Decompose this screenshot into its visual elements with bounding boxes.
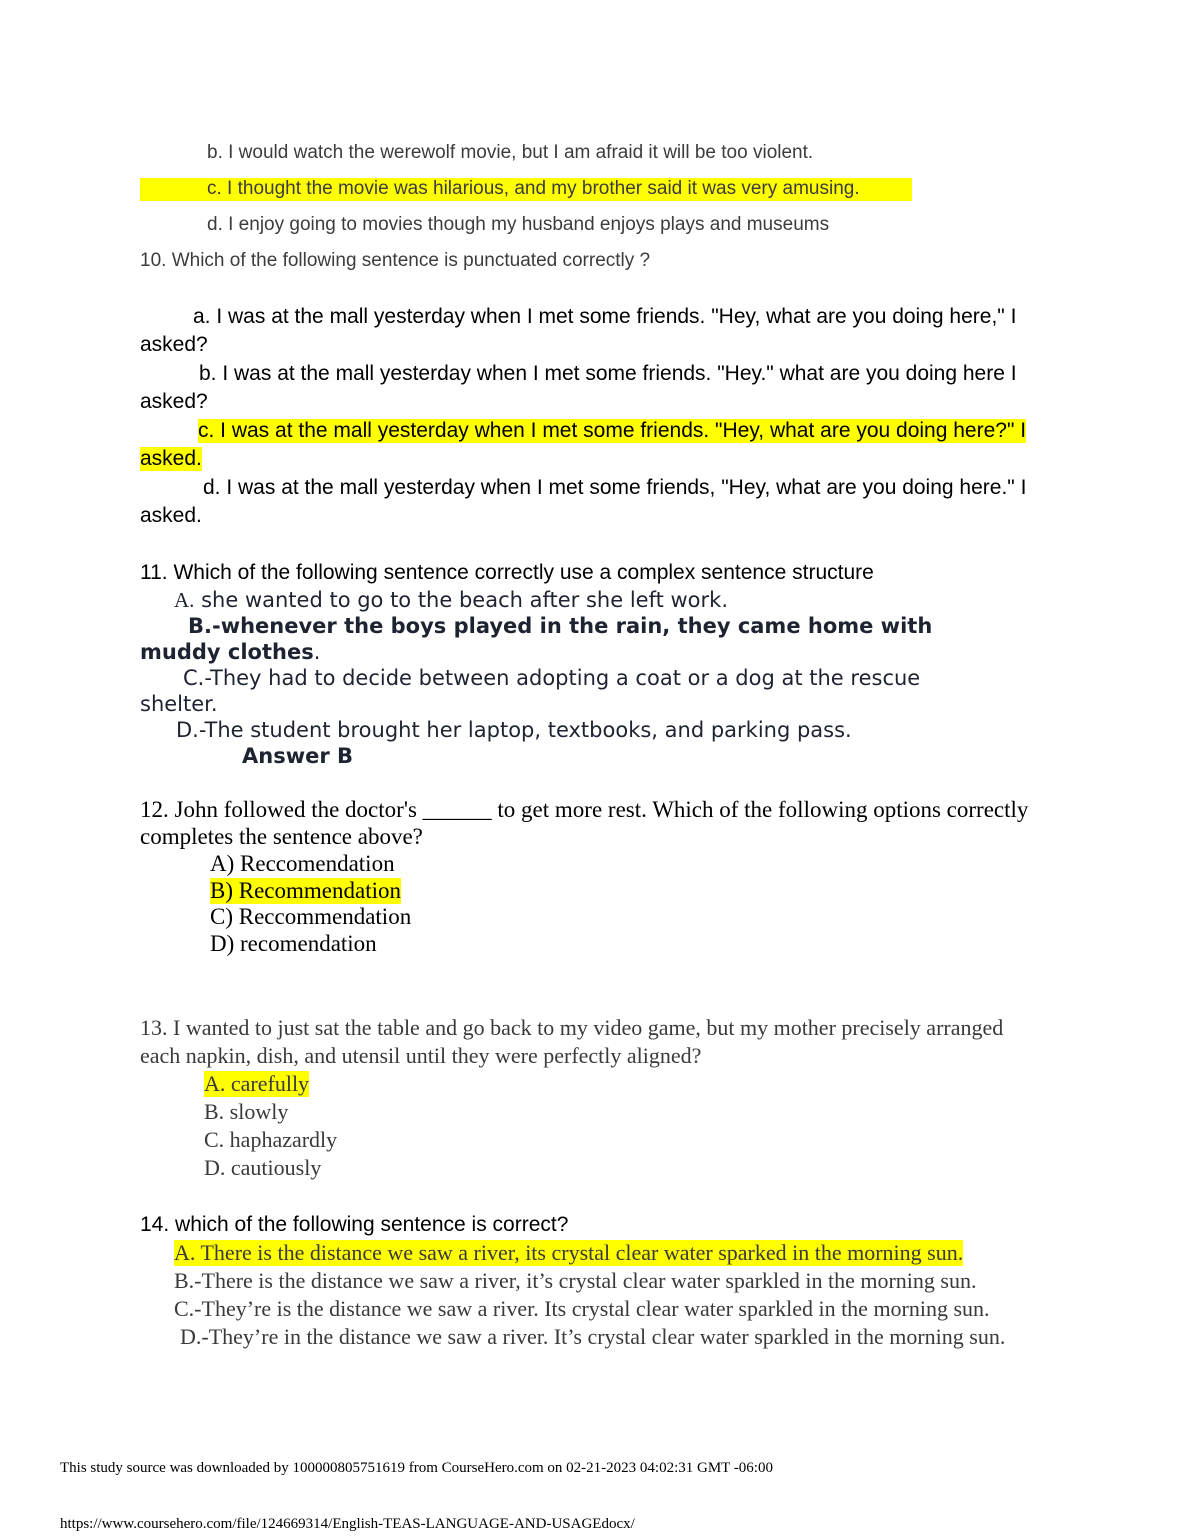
q12-option-b: B) Recommendation — [210, 878, 401, 903]
q12-question-line2: completes the sentence above? — [140, 824, 423, 849]
q11-option-b-line1 — [188, 614, 932, 638]
q13-question-line1: 13. I wanted to just sat the table and go back to my video game, but my mother precisely arranged — [140, 1015, 1004, 1040]
q11-option-b-line2 — [140, 640, 320, 664]
q10-option-c-line1: c. I was at the mall yesterday when I met some friends. "Hey, what are you doing here?" I — [198, 419, 1027, 442]
q10-question: 10. Which of the following sentence is punctuated correctly ? — [140, 250, 651, 271]
q12-option-a: A) Reccomendation — [210, 851, 395, 876]
q13-option-a: A. carefully — [204, 1071, 310, 1096]
q11-option-c-line1: C.-They had to decide between adopting a coat or a dog at the rescue — [183, 666, 921, 690]
q9-option-b: b. I would watch the werewolf movie, but I am afraid it will be too violent. — [207, 142, 814, 163]
q13-question-line2: each napkin, dish, and utensil until they were perfectly aligned? — [140, 1043, 702, 1068]
q11-question: 11. Which of the following sentence correctly use a complex sentence structure — [140, 561, 874, 584]
q10-option-d-line1: d. I was at the mall yesterday when I met some friends, "Hey, what are you doing here." I — [203, 476, 1027, 499]
q14-option-c: C.-They’re is the distance we saw a river. Its crystal clear water sparkled in the morning sun. — [174, 1296, 990, 1321]
q12-question-line1: 12. John followed the doctor's ______ to get more rest. Which of the following options correctly — [140, 797, 1029, 822]
q11-answer — [242, 744, 353, 768]
q10-option-a-line1: a. I was at the mall yesterday when I met some friends. "Hey, what are you doing here," I — [193, 305, 1017, 328]
q12-option-c: C) Reccommendation — [210, 904, 412, 929]
q14-option-b: B.-There is the distance we saw a river, it’s crystal clear water sparkled in the morning sun. — [174, 1268, 977, 1293]
q14-question: 14. which of the following sentence is correct? — [140, 1213, 569, 1236]
q11-option-a-prefix: A. — [174, 588, 195, 612]
q10-option-a-line2: asked? — [140, 333, 208, 356]
footer-source-url[interactable]: https://www.coursehero.com/file/124669314/English-TEAS-LANGUAGE-AND-USAGEdocx/ — [60, 1516, 635, 1532]
q13-option-b: B. slowly — [204, 1099, 289, 1124]
q11-option-b-line1-text: B.-whenever the boys played in the rain, they came home with — [188, 614, 933, 638]
q11-option-a — [174, 588, 728, 613]
q11-option-b-line2-text: muddy clothes — [140, 640, 314, 664]
q14-option-d: D.-They’re in the distance we saw a river. It’s crystal clear water sparkled in the morning sun. — [180, 1324, 1006, 1349]
q11-option-a-text: she wanted to go to the beach after she left work. — [194, 588, 728, 612]
q11-option-b-period: . — [313, 640, 321, 664]
q11-answer-text: Answer B — [242, 744, 354, 768]
q10-option-d-line2: asked. — [140, 504, 202, 527]
q10-option-c-line2: asked. — [140, 447, 202, 470]
q9-option-d: d. I enjoy going to movies though my husband enjoys plays and museums — [207, 214, 830, 235]
q13-option-d: D. cautiously — [204, 1155, 322, 1180]
footer-download-notice: This study source was downloaded by 100000805751619 from CourseHero.com on 02-21-2023 04:02:31 GMT -06:00 — [60, 1460, 773, 1476]
q13-option-c: C. haphazardly — [204, 1127, 338, 1152]
q11-option-c-line2: shelter. — [140, 692, 218, 716]
q10-option-b-line2: asked? — [140, 390, 208, 413]
q11-option-d: D.-The student brought her laptop, textbooks, and parking pass. — [176, 718, 852, 742]
q10-option-b-line1: b. I was at the mall yesterday when I met some friends. "Hey." what are you doing here I — [199, 362, 1017, 385]
q14-option-a: A. There is the distance we saw a river, its crystal clear water sparked in the morning sun. — [174, 1240, 964, 1265]
q9-option-c: c. I thought the movie was hilarious, and my brother said it was very amusing. — [207, 178, 860, 199]
q12-option-d: D) recomendation — [210, 931, 377, 956]
